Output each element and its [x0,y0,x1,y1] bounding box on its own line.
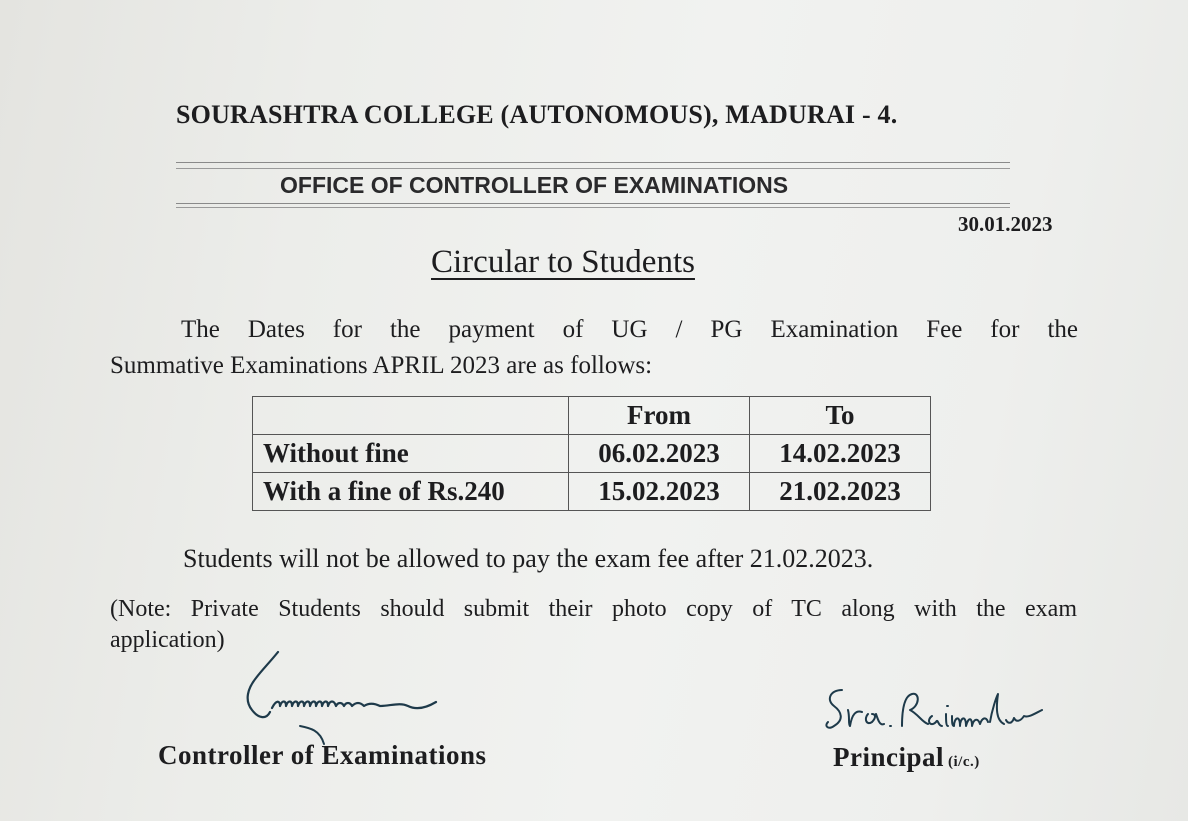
principal-signature [820,680,1050,740]
note-text-line-1: (Note: Private Students should submit their photo copy of TC along with the exam [110,596,1077,622]
circular-title: Circular to Students [431,244,695,280]
table-header-row [253,397,931,435]
intro-text-line-2: Summative Examinations APRIL 2023 are as follows: [110,352,653,379]
row-to-date: 14.02.2023 [750,435,931,473]
header-divider-bottom-inner [176,207,1010,208]
table-row [253,435,931,473]
intro-text-line-1: The Dates for the payment of UG / PG Examination Fee for the [181,316,1078,343]
row-from-date: 15.02.2023 [569,473,750,511]
table-header-to: To [750,397,931,435]
office-title: OFFICE OF CONTROLLER OF EXAMINATIONS [280,172,789,198]
header-divider-top-inner [176,168,1010,169]
header-divider-top [176,162,1010,163]
row-from-date: 06.02.2023 [569,435,750,473]
table-header-from: From [569,397,750,435]
college-name: SOURASHTRA COLLEGE (AUTONOMOUS), MADURAI - 4. [176,100,898,129]
row-label: With a fine of Rs.240 [253,473,569,511]
note-text-line-2: application) [110,627,225,653]
table-header-blank [253,397,569,435]
table-row [253,473,931,511]
row-to-date: 21.02.2023 [750,473,931,511]
deadline-notice: Students will not be allowed to pay the exam fee after 21.02.2023. [183,544,874,573]
fee-dates-table [252,396,931,511]
controller-signature [240,648,450,748]
circular-date: 30.01.2023 [958,212,1053,236]
principal-title: Principal [833,742,944,772]
controller-title: Controller of Examinations [158,740,487,770]
principal-suffix: (i/c.) [948,754,980,770]
header-divider-bottom [176,203,1010,204]
principal-title-block [833,742,980,773]
row-label: Without fine [253,435,569,473]
